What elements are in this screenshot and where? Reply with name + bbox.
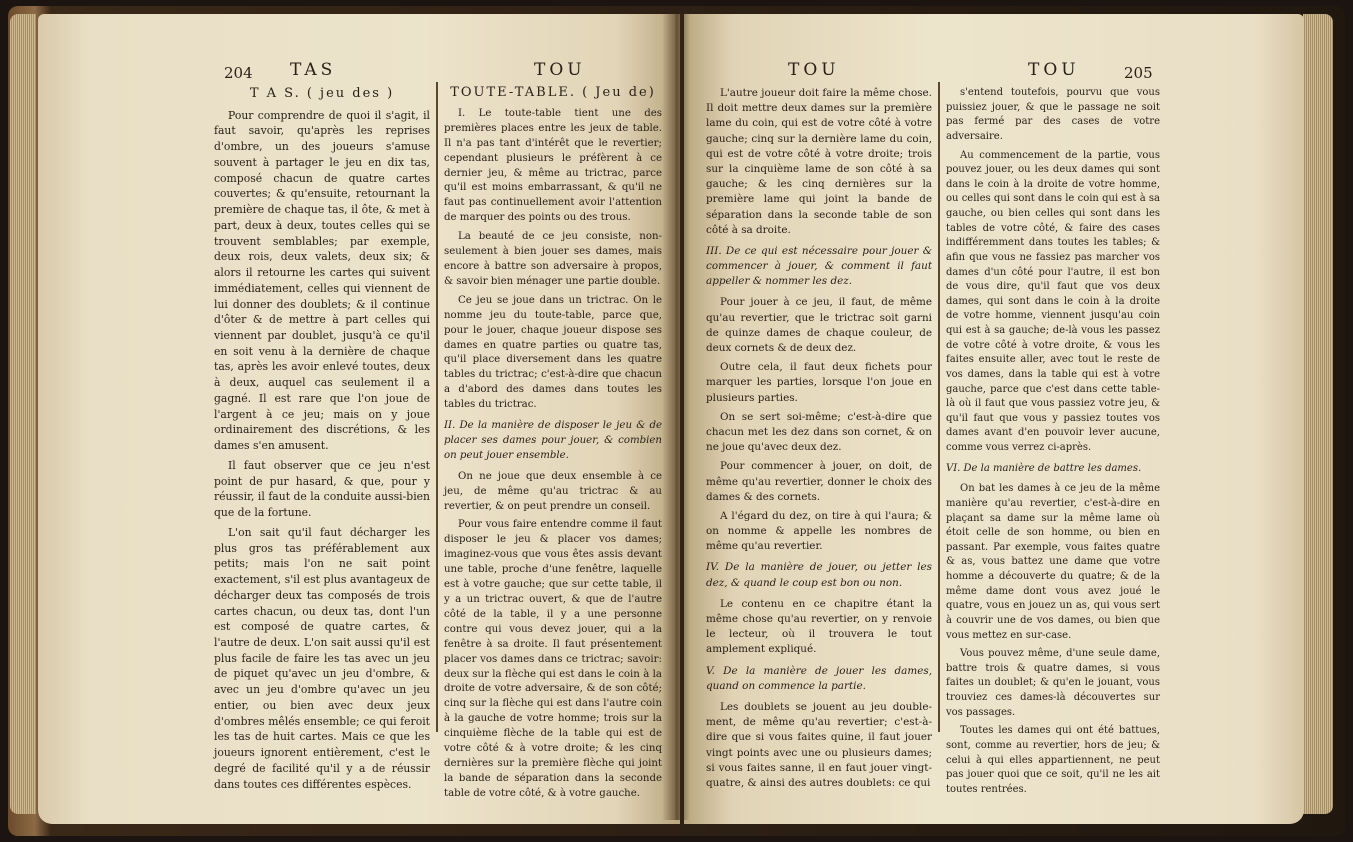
paragraph: On ne joue que deux ensemble à ce jeu, de même qu'au trictrac & au revertier, & on peut prendre un conseil. [444, 470, 662, 512]
section-heading: VI. De la manière de battre les dames. [946, 462, 1142, 474]
running-header-left: TAS [290, 60, 337, 80]
paragraph: L'autre joueur doit faire la même chose. Il doit mettre deux dames sur la première lame du coin, qui est de votre côté à votre gauche; cinq sur la dernière lame du coin, qui est de votre côté à votre droite; trois sur la cinquième lame de son côté à sa gauche; & les cinq dernières sur la première lame qui joint la bande de séparation dans la seconde table de son côté à sa droite. [706, 87, 932, 236]
right-page [684, 14, 1304, 824]
paragraph: On bat les dames à ce jeu de la même manière qu'au revertier, c'est-à-dire en plaçant sa dame sur la même lame où étoit celle de son homme, ou bien en passant. Par exemple, vous faites quatre & as, vous battez une dame que votre homme a découverte du quatre; & de la même dame dont vous avez joué le quatre, vous en jouez un as, qui vous sert à couvrir une de vos dames, ou bien que vous mettez en sur-case. [946, 483, 1160, 641]
paragraph: Les doublets se jouent au jeu double-ment, de même qu'au revertier; c'est-à-dire que si vous faites quine, il faut jouer vingt points avec une ou plusieurs dames; si vous faites sanne, il en faut jouer vingt-quatre, & ainsi des autres doublets: ce qui [706, 700, 932, 789]
paragraph: Pour jouer à ce jeu, il faut, de même qu'au revertier, que le trictrac soit garni de quinze dames de chaque couleur, de deux cornets & de deux dez. [706, 296, 932, 354]
page-number: 205 [1124, 64, 1153, 82]
paragraph: Pour vous faire entendre comme il faut disposer le jeu & placer vos dames; imaginez-vous que vous êtes assis devant une table, proche d'une fenêtre, laquelle est à votre gauche; que sur cette table, il y a un trictrac ouvert, & que de l'autre côté de la table, il y a une personne contre qui vous devez jouer, qui a la fenêtre à sa droite. Il faut présentement placer vos dames dans ce trictrac; savoir: deux sur la flèche qui est dans le coin à la droite de votre adversaire, & de son côté; cinq sur la flèche qui est dans l'autre coin à la gauche de votre homme; trois sur la cinquième flèche de la table qui est de votre côté & à votre droite; & les cinq dernières sur la première flèche qui joint la bande de séparation dans la seconde table de votre côté, & à votre gauche. [444, 519, 662, 799]
column-right-2 [946, 86, 1160, 801]
section-heading: IV. De la manière de jouer, ou jetter les dez, & quand le coup est bon ou non. [706, 561, 932, 589]
paragraph: Il faut observer que ce jeu n'est point de pur hasard, & que, pour y réussir, il faut de la conduite aussi-bien que de la fortune. [214, 458, 430, 520]
paragraph: Au commencement de la partie, vous pouvez jouer, ou les deux dames qui sont dans le coin à la droite de votre homme, ou celles qui sont dans le coin qui est à sa gauche, ou bien celles qui sont dans les tables de votre côté, & faire des cases indifféremment dans toutes les tables; & afin que vous ne fassiez pas marcher vos dames d'un côté pour l'autre, il est bon de vous dire, qu'il faut que vos deux dames, qui sont dans le coin à la droite de votre homme, viennent jusqu'au coin qui est à sa gauche; de-là vous les passez de votre côté à votre droite, & vous les faites ensuite aller, avec tout le reste de vos dames, dans la table qui est à votre gauche, parce que c'est dans cette table-là où il faut que vous passiez votre jeu, & qu'il faut que vous y passiez toutes vos dames avant d'en pouvoir lever aucune, comme vous verrez ci-après. [946, 149, 1160, 453]
paragraph: Outre cela, il faut deux fichets pour marquer les parties, lorsque l'on joue en plusieurs parties. [706, 361, 932, 404]
column-right-1 [706, 86, 932, 795]
column-tas [214, 86, 430, 796]
section-heading: III. De ce qui est nécessaire pour jouer & commencer à jouer, & comment il faut appeller & nommer les dez. [706, 244, 932, 288]
paragraph: s'entend toutefois, pourvu que vous puissiez jouer, & que le passage ne soit pas fermé par des cases de votre adversaire. [946, 87, 1160, 142]
left-page-edges [10, 14, 36, 814]
paragraph: L'on sait qu'il faut décharger les plus gros tas préférablement aux petits; mais l'on ne sait point exactement, s'il est plus avantageux de décharger deux tas composés de trois cartes chacun, ou deux tas, dont l'un est composé de quatre cartes, & l'autre de deux. L'on sait aussi qu'il est plus facile de faire les tas avec un jeu de piquet qu'avec un jeu d'ombre, & avec un jeu d'ombre qu'avec un jeu entier, ou bien avec deux jeux d'ombres mêlés ensemble; ce qui feroit les tas de huit cartes. Mais ce que les joueurs ignorent entièrement, c'est le degré de facilité qu'il y a de réussir dans toutes ces différentes espèces. [214, 525, 430, 791]
paragraph: A l'égard du dez, on tire à qui l'aura; & on nomme & appelle les nombres de même qu'au revertier. [706, 509, 932, 553]
left-page [38, 14, 680, 824]
paragraph: La beauté de ce jeu consiste, non-seulement à bien jouer ses dames, mais encore à battre son adversaire à propos, & savoir bien ménager une partie double. [444, 231, 662, 287]
page-number: 204 [224, 64, 253, 82]
paragraph: Pour comprendre de quoi il s'agit, il faut savoir, qu'après les reprises d'ombre, un des joueurs s'amuse souvent à partager le jeu en dix tas, composé chacun de quatre cartes couvertes; & qu'ensuite, retournant la première de chaque tas, il ôte, & met à part, deux à deux, toutes celles qui se trouvent semblables; par exemple, deux rois, deux valets, deux six; & alors il retourne les cartes qui suivent immédiatement, celles qui viennent de lui donner des doublets; & il continue d'ôter & de mettre à part celles qui viennent par doublet, jusqu'à ce qu'il en soit venu à la dernière de chaque tas, après les avoir enlevé toutes, deux à deux, auquel cas seulement il a gagné. Il est rare que l'on joue de l'argent à ce jeu; mais on y joue ordinairement des discrétions, & les dames s'en amusent. [214, 108, 430, 453]
right-page-edges [1303, 14, 1333, 814]
column-rule [938, 82, 940, 732]
running-header-right: TOU [534, 60, 586, 80]
column-toute-table [444, 86, 662, 806]
section-heading: II. De la manière de disposer le jeu & de placer ses dames pour jouer, & combien on peut jouer ensemble. [444, 420, 662, 461]
article-title: TOUTE-TABLE. ( Jeu de) [450, 85, 656, 100]
paragraph: Pour commencer à jouer, on doit, de même qu'au revertier, donner le choix des dames & des cornets. [706, 460, 932, 503]
paragraph: Vous pouvez même, d'une seule dame, battre trois & quatre dames, si vous faites un doublet; & qu'en le jouant, vous trouviez ces dames-là découvertes sur vos passages. [946, 648, 1160, 718]
paragraph: I. Le toute-table tient une des premières places entre les jeux de table. Il n'a pas tant d'intérêt que le revertier; cependant plusieurs le préfèrent à ce dernier jeu, & même au trictrac, parce qu'il est moins embarrassant, & qu'il ne faut pas continuellement avoir l'attention de marquer des points ou des trous. [444, 107, 662, 224]
paragraph: Le contenu en ce chapitre étant la même chose qu'au revertier, on y renvoie le lecteur, où il trouvera le tout amplement expliqué. [706, 597, 932, 656]
column-rule [436, 82, 438, 732]
running-header-right: TOU [1028, 60, 1080, 80]
article-title: T A S. ( jeu des ) [249, 86, 395, 101]
paragraph: Toutes les dames qui ont été battues, sont, comme au revertier, hors de jeu; & celui à qui elles appartiennent, ne peut pas jouer quoi que ce soit, qu'il ne les ait toutes rentrées. [946, 725, 1160, 795]
paragraph: On se sert soi-même; c'est-à-dire que chacun met les dez dans son cornet, & on ne joue qu'avec deux dez. [706, 410, 932, 454]
book-gutter [662, 14, 690, 820]
paragraph: Ce jeu se joue dans un trictrac. On le nomme jeu du toute-table, parce que, pour le jouer, chaque joueur dispose ses dames en quatre parties ou quatre tas, qu'il place diversement dans les quatre tables du trictrac; c'est-à-dire que chacun a d'abord des dames dans toutes les tables du trictrac. [444, 294, 662, 411]
running-header-left: TOU [788, 60, 840, 80]
section-heading: V. De la manière de jouer les dames, quand on commence la partie. [706, 664, 932, 692]
